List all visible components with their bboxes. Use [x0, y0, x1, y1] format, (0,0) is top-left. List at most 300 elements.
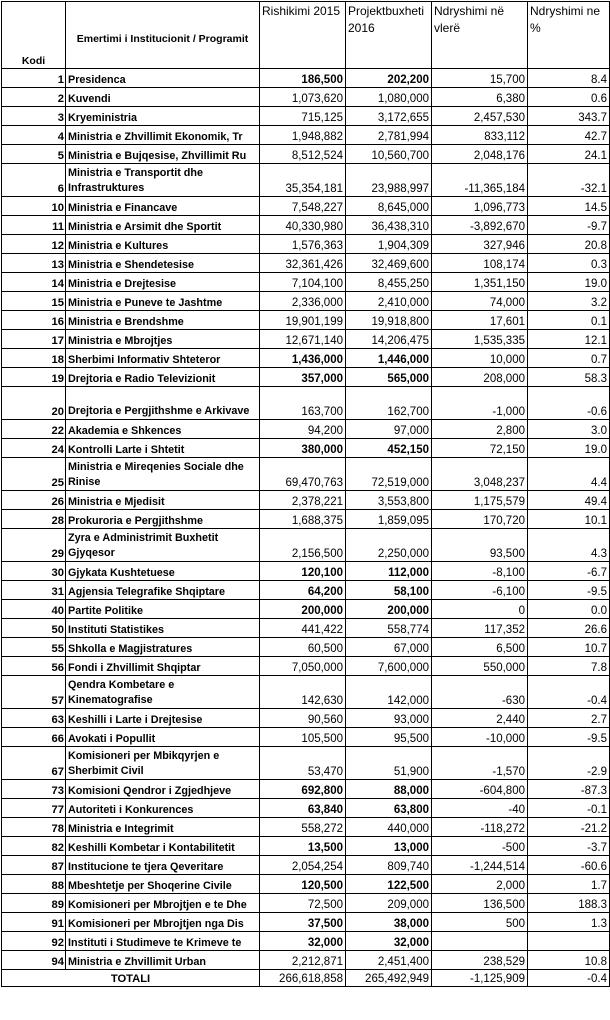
row-pct: -0.4	[528, 676, 610, 709]
table-row	[2, 458, 610, 491]
row-pct: 343.7	[528, 107, 610, 126]
table-body	[2, 69, 610, 970]
row-name: Presidenca	[66, 69, 260, 88]
header-name: Emertimi i Institucionit / Programit	[66, 2, 260, 69]
row-review: 142,630	[260, 676, 346, 709]
row-pct: 7.8	[528, 657, 610, 676]
row-review: 2,212,871	[260, 951, 346, 970]
row-pct: 1.3	[528, 913, 610, 932]
row-project: 19,918,800	[346, 311, 432, 330]
row-name: Drejtoria e Pergjithshme e Arkivave	[66, 387, 260, 420]
row-name: Sherbimi Informativ Shteteror	[66, 349, 260, 368]
row-pct: 20.8	[528, 235, 610, 254]
table-row	[2, 330, 610, 349]
row-name: Mbeshtetje per Shoqerine Civile	[66, 875, 260, 894]
row-name: Komisioneri per Mbrojtjen e te Dhe	[66, 894, 260, 913]
table-row	[2, 818, 610, 837]
row-code: 94	[2, 951, 66, 970]
row-review: 186,500	[260, 69, 346, 88]
row-review: 441,422	[260, 619, 346, 638]
row-review: 63,840	[260, 799, 346, 818]
row-pct: -32.1	[528, 164, 610, 197]
row-review: 8,512,524	[260, 145, 346, 164]
table-row	[2, 913, 610, 932]
row-pct: 4.3	[528, 529, 610, 562]
row-code: 6	[2, 164, 66, 197]
row-name: Keshilli Kombetar i Kontabilitetit	[66, 837, 260, 856]
row-name: Prokuroria e Pergjithshme	[66, 510, 260, 529]
row-diff: 0	[432, 600, 528, 619]
row-diff: -11,365,184	[432, 164, 528, 197]
row-code: 56	[2, 657, 66, 676]
row-project: 88,000	[346, 780, 432, 799]
row-review: 13,500	[260, 837, 346, 856]
total-pct: -0.4	[528, 970, 610, 987]
row-pct: 188.3	[528, 894, 610, 913]
row-review: 7,104,100	[260, 273, 346, 292]
row-pct: -9.5	[528, 581, 610, 600]
row-diff: -3,892,670	[432, 216, 528, 235]
row-name: Qendra Kombetare e Kinematografise	[66, 676, 260, 709]
row-code: 89	[2, 894, 66, 913]
row-code: 13	[2, 254, 66, 273]
row-project: 440,000	[346, 818, 432, 837]
row-code: 17	[2, 330, 66, 349]
row-code: 18	[2, 349, 66, 368]
table-row	[2, 951, 610, 970]
table-row	[2, 311, 610, 330]
row-review: 692,800	[260, 780, 346, 799]
row-review: 2,156,500	[260, 529, 346, 562]
row-review: 53,470	[260, 747, 346, 780]
header-row	[2, 2, 610, 69]
table-row	[2, 164, 610, 197]
table-row	[2, 273, 610, 292]
row-project: 452,150	[346, 439, 432, 458]
row-diff: 74,000	[432, 292, 528, 311]
row-name: Zyra e Administrimit Buxhetit Gjyqesor	[66, 529, 260, 562]
row-pct: 10.1	[528, 510, 610, 529]
total-label: TOTALI	[2, 970, 260, 987]
row-code: 77	[2, 799, 66, 818]
row-pct: -3.7	[528, 837, 610, 856]
row-name: Ministria e Shendetesise	[66, 254, 260, 273]
row-name: Autoriteti i Konkurences	[66, 799, 260, 818]
header-project-text: Projektbuxheti 2016	[348, 4, 425, 35]
row-project: 23,988,997	[346, 164, 432, 197]
table-row	[2, 894, 610, 913]
row-project: 95,500	[346, 728, 432, 747]
row-code: 78	[2, 818, 66, 837]
row-review: 40,330,980	[260, 216, 346, 235]
table-row	[2, 780, 610, 799]
table-row	[2, 420, 610, 439]
row-code: 14	[2, 273, 66, 292]
table-row	[2, 747, 610, 780]
table-row	[2, 875, 610, 894]
table-row	[2, 638, 610, 657]
table-row	[2, 799, 610, 818]
row-name: Instituti Statistikes	[66, 619, 260, 638]
row-project: 112,000	[346, 562, 432, 581]
table-row	[2, 728, 610, 747]
row-review: 1,948,882	[260, 126, 346, 145]
row-project: 14,206,475	[346, 330, 432, 349]
row-diff: 10,000	[432, 349, 528, 368]
row-project: 202,200	[346, 69, 432, 88]
table-row	[2, 439, 610, 458]
row-review: 120,500	[260, 875, 346, 894]
row-code: 87	[2, 856, 66, 875]
table-row	[2, 510, 610, 529]
row-project: 63,800	[346, 799, 432, 818]
row-diff: 327,946	[432, 235, 528, 254]
row-pct: 8.4	[528, 69, 610, 88]
row-pct: 0.6	[528, 88, 610, 107]
row-name: Ministria e Arsimit dhe Sportit	[66, 216, 260, 235]
row-name: Ministria e Kultures	[66, 235, 260, 254]
row-diff: -604,800	[432, 780, 528, 799]
row-review: 37,500	[260, 913, 346, 932]
row-code: 30	[2, 562, 66, 581]
row-code: 92	[2, 932, 66, 951]
table-row	[2, 254, 610, 273]
row-diff: 3,048,237	[432, 458, 528, 491]
table-row	[2, 657, 610, 676]
row-project: 1,904,309	[346, 235, 432, 254]
row-name: Keshilli i Larte i Drejtesise	[66, 709, 260, 728]
total-diff: -1,125,909	[432, 970, 528, 987]
budget-sheet	[1, 1, 610, 987]
row-project: 10,560,700	[346, 145, 432, 164]
row-code: 20	[2, 387, 66, 420]
row-pct: 10.7	[528, 638, 610, 657]
row-code: 55	[2, 638, 66, 657]
row-review: 32,361,426	[260, 254, 346, 273]
row-project: 72,519,000	[346, 458, 432, 491]
row-review: 2,336,000	[260, 292, 346, 311]
row-name: Gjykata Kushtetuese	[66, 562, 260, 581]
row-name: Ministria e Financave	[66, 197, 260, 216]
row-review: 120,100	[260, 562, 346, 581]
row-project: 162,700	[346, 387, 432, 420]
row-diff: 170,720	[432, 510, 528, 529]
row-diff: 500	[432, 913, 528, 932]
row-diff: -1,000	[432, 387, 528, 420]
row-project: 3,172,655	[346, 107, 432, 126]
row-code: 25	[2, 458, 66, 491]
row-review: 60,500	[260, 638, 346, 657]
row-project: 58,100	[346, 581, 432, 600]
row-project: 36,438,310	[346, 216, 432, 235]
row-project: 3,553,800	[346, 491, 432, 510]
row-name: Ministria e Transportit dhe Infrastruktures	[66, 164, 260, 197]
row-pct: 0.3	[528, 254, 610, 273]
row-code: 16	[2, 311, 66, 330]
row-diff: 1,535,335	[432, 330, 528, 349]
row-diff: 117,352	[432, 619, 528, 638]
header-review	[260, 2, 346, 69]
row-name: Fondi i Zhvillimit Shqiptar	[66, 657, 260, 676]
table-row	[2, 216, 610, 235]
row-diff: 208,000	[432, 368, 528, 387]
row-diff: -630	[432, 676, 528, 709]
row-pct: 0.7	[528, 349, 610, 368]
row-project: 32,000	[346, 932, 432, 951]
row-review: 64,200	[260, 581, 346, 600]
table-row	[2, 581, 610, 600]
header-diff-text: Ndryshimi në vlerë	[434, 4, 505, 35]
table-row	[2, 709, 610, 728]
row-pct: -21.2	[528, 818, 610, 837]
row-diff: 1,096,773	[432, 197, 528, 216]
row-pct: 10.8	[528, 951, 610, 970]
row-pct: -6.7	[528, 562, 610, 581]
table-row	[2, 856, 610, 875]
row-review: 558,272	[260, 818, 346, 837]
row-pct: 3.0	[528, 420, 610, 439]
row-code: 28	[2, 510, 66, 529]
row-project: 209,000	[346, 894, 432, 913]
row-pct: -9.5	[528, 728, 610, 747]
row-name: Komisioneri per Mbrojtjen nga Dis	[66, 913, 260, 932]
row-name: Kuvendi	[66, 88, 260, 107]
row-code: 73	[2, 780, 66, 799]
row-diff: -1,570	[432, 747, 528, 780]
row-name: Ministria e Drejtesise	[66, 273, 260, 292]
table-row	[2, 600, 610, 619]
row-pct: 3.2	[528, 292, 610, 311]
row-pct	[528, 932, 610, 951]
row-review: 32,000	[260, 932, 346, 951]
row-review: 7,050,000	[260, 657, 346, 676]
row-project: 8,645,000	[346, 197, 432, 216]
row-project: 122,500	[346, 875, 432, 894]
row-name: Ministria e Mireqenies Sociale dhe Rinise	[66, 458, 260, 491]
row-pct: -87.3	[528, 780, 610, 799]
row-name: Ministria e Bujqesise, Zhvillimit Ru	[66, 145, 260, 164]
row-diff: -6,100	[432, 581, 528, 600]
row-project: 809,740	[346, 856, 432, 875]
row-diff: 238,529	[432, 951, 528, 970]
row-name: Ministria e Puneve te Jashtme	[66, 292, 260, 311]
row-diff: -40	[432, 799, 528, 818]
row-pct: -0.6	[528, 387, 610, 420]
row-project: 93,000	[346, 709, 432, 728]
table-row	[2, 349, 610, 368]
row-project: 1,859,095	[346, 510, 432, 529]
row-pct: 2.7	[528, 709, 610, 728]
row-code: 63	[2, 709, 66, 728]
row-project: 558,774	[346, 619, 432, 638]
row-code: 31	[2, 581, 66, 600]
row-pct: 1.7	[528, 875, 610, 894]
header-review-text: Rishikimi 2015	[262, 4, 341, 18]
row-project: 565,000	[346, 368, 432, 387]
row-project: 97,000	[346, 420, 432, 439]
row-pct: 4.4	[528, 458, 610, 491]
row-name: Shkolla e Magjistratures	[66, 638, 260, 657]
row-code: 3	[2, 107, 66, 126]
table-row	[2, 88, 610, 107]
total-row	[2, 970, 610, 987]
row-review: 105,500	[260, 728, 346, 747]
row-diff: 93,500	[432, 529, 528, 562]
row-name: Ministria e Zhvillimit Urban	[66, 951, 260, 970]
table-row	[2, 368, 610, 387]
table-row	[2, 292, 610, 311]
row-code: 2	[2, 88, 66, 107]
row-code: 82	[2, 837, 66, 856]
row-diff: 2,800	[432, 420, 528, 439]
row-review: 2,054,254	[260, 856, 346, 875]
row-review: 19,901,199	[260, 311, 346, 330]
row-diff: -500	[432, 837, 528, 856]
row-pct: 12.1	[528, 330, 610, 349]
row-pct: -60.6	[528, 856, 610, 875]
header-pct	[528, 2, 610, 69]
header-diff	[432, 2, 528, 69]
row-diff: 6,500	[432, 638, 528, 657]
row-review: 69,470,763	[260, 458, 346, 491]
row-project: 2,451,400	[346, 951, 432, 970]
row-diff: 2,000	[432, 875, 528, 894]
row-pct: 24.1	[528, 145, 610, 164]
row-name: Kryeministria	[66, 107, 260, 126]
row-pct: -2.9	[528, 747, 610, 780]
row-code: 26	[2, 491, 66, 510]
row-name: Ministria e Integrimit	[66, 818, 260, 837]
row-name: Avokati i Popullit	[66, 728, 260, 747]
header-project	[346, 2, 432, 69]
row-pct: 0.0	[528, 600, 610, 619]
row-name: Agjensia Telegrafike Shqiptare	[66, 581, 260, 600]
row-code: 24	[2, 439, 66, 458]
row-name: Institucione te tjera Qeveritare	[66, 856, 260, 875]
row-name: Partite Politike	[66, 600, 260, 619]
row-review: 35,354,181	[260, 164, 346, 197]
row-code: 12	[2, 235, 66, 254]
table-row	[2, 197, 610, 216]
row-review: 7,548,227	[260, 197, 346, 216]
header-pct-text: Ndryshimi ne %	[530, 4, 601, 35]
row-project: 7,600,000	[346, 657, 432, 676]
row-diff: -8,100	[432, 562, 528, 581]
row-diff: 833,112	[432, 126, 528, 145]
row-name: Instituti i Studimeve te Krimeve te	[66, 932, 260, 951]
row-diff: 1,175,579	[432, 491, 528, 510]
row-code: 40	[2, 600, 66, 619]
row-code: 1	[2, 69, 66, 88]
row-diff: 136,500	[432, 894, 528, 913]
row-diff: -118,272	[432, 818, 528, 837]
row-name: Ministria e Zhvillimit Ekonomik, Tr	[66, 126, 260, 145]
row-name: Ministria e Brendshme	[66, 311, 260, 330]
row-name: Ministria e Mbrojtjes	[66, 330, 260, 349]
table-row	[2, 529, 610, 562]
row-review: 380,000	[260, 439, 346, 458]
row-code: 19	[2, 368, 66, 387]
row-code: 88	[2, 875, 66, 894]
table-row	[2, 69, 610, 88]
row-project: 51,900	[346, 747, 432, 780]
row-name: Drejtoria e Radio Televizionit	[66, 368, 260, 387]
row-review: 1,073,620	[260, 88, 346, 107]
row-review: 715,125	[260, 107, 346, 126]
row-review: 1,436,000	[260, 349, 346, 368]
row-diff	[432, 932, 528, 951]
row-project: 38,000	[346, 913, 432, 932]
row-code: 15	[2, 292, 66, 311]
row-code: 29	[2, 529, 66, 562]
row-pct: 19.0	[528, 439, 610, 458]
table-row	[2, 145, 610, 164]
row-code: 67	[2, 747, 66, 780]
row-review: 72,500	[260, 894, 346, 913]
table-row	[2, 562, 610, 581]
row-name: Komisioni Qendror i Zgjedhjeve	[66, 780, 260, 799]
row-pct: 26.6	[528, 619, 610, 638]
row-project: 2,781,994	[346, 126, 432, 145]
budget-table	[1, 1, 610, 987]
row-pct: -9.7	[528, 216, 610, 235]
row-diff: -10,000	[432, 728, 528, 747]
row-project: 1,446,000	[346, 349, 432, 368]
row-name: Kontrolli Larte i Shtetit	[66, 439, 260, 458]
row-diff: 108,174	[432, 254, 528, 273]
row-code: 91	[2, 913, 66, 932]
row-review: 357,000	[260, 368, 346, 387]
row-diff: 17,601	[432, 311, 528, 330]
table-row	[2, 235, 610, 254]
row-review: 1,576,363	[260, 235, 346, 254]
row-review: 200,000	[260, 600, 346, 619]
row-project: 2,410,000	[346, 292, 432, 311]
row-diff: -1,244,514	[432, 856, 528, 875]
row-diff: 2,440	[432, 709, 528, 728]
row-diff: 550,000	[432, 657, 528, 676]
row-review: 163,700	[260, 387, 346, 420]
row-project: 8,455,250	[346, 273, 432, 292]
row-project: 200,000	[346, 600, 432, 619]
row-pct: 42.7	[528, 126, 610, 145]
row-diff: 15,700	[432, 69, 528, 88]
row-code: 66	[2, 728, 66, 747]
total-project: 265,492,949	[346, 970, 432, 987]
row-review: 12,671,140	[260, 330, 346, 349]
row-project: 142,000	[346, 676, 432, 709]
row-pct: 19.0	[528, 273, 610, 292]
row-project: 1,080,000	[346, 88, 432, 107]
table-row	[2, 932, 610, 951]
row-name: Komisioneri per Mbikqyrjen e Sherbimit Civil	[66, 747, 260, 780]
row-code: 5	[2, 145, 66, 164]
total-review: 266,618,858	[260, 970, 346, 987]
row-pct: 0.1	[528, 311, 610, 330]
row-review: 94,200	[260, 420, 346, 439]
row-project: 67,000	[346, 638, 432, 657]
row-name: Ministria e Mjedisit	[66, 491, 260, 510]
row-diff: 2,048,176	[432, 145, 528, 164]
header-code: Kodi	[2, 2, 66, 69]
row-review: 2,378,221	[260, 491, 346, 510]
row-pct: -0.1	[528, 799, 610, 818]
table-row	[2, 676, 610, 709]
row-review: 90,560	[260, 709, 346, 728]
row-project: 2,250,000	[346, 529, 432, 562]
row-diff: 1,351,150	[432, 273, 528, 292]
row-project: 32,469,600	[346, 254, 432, 273]
